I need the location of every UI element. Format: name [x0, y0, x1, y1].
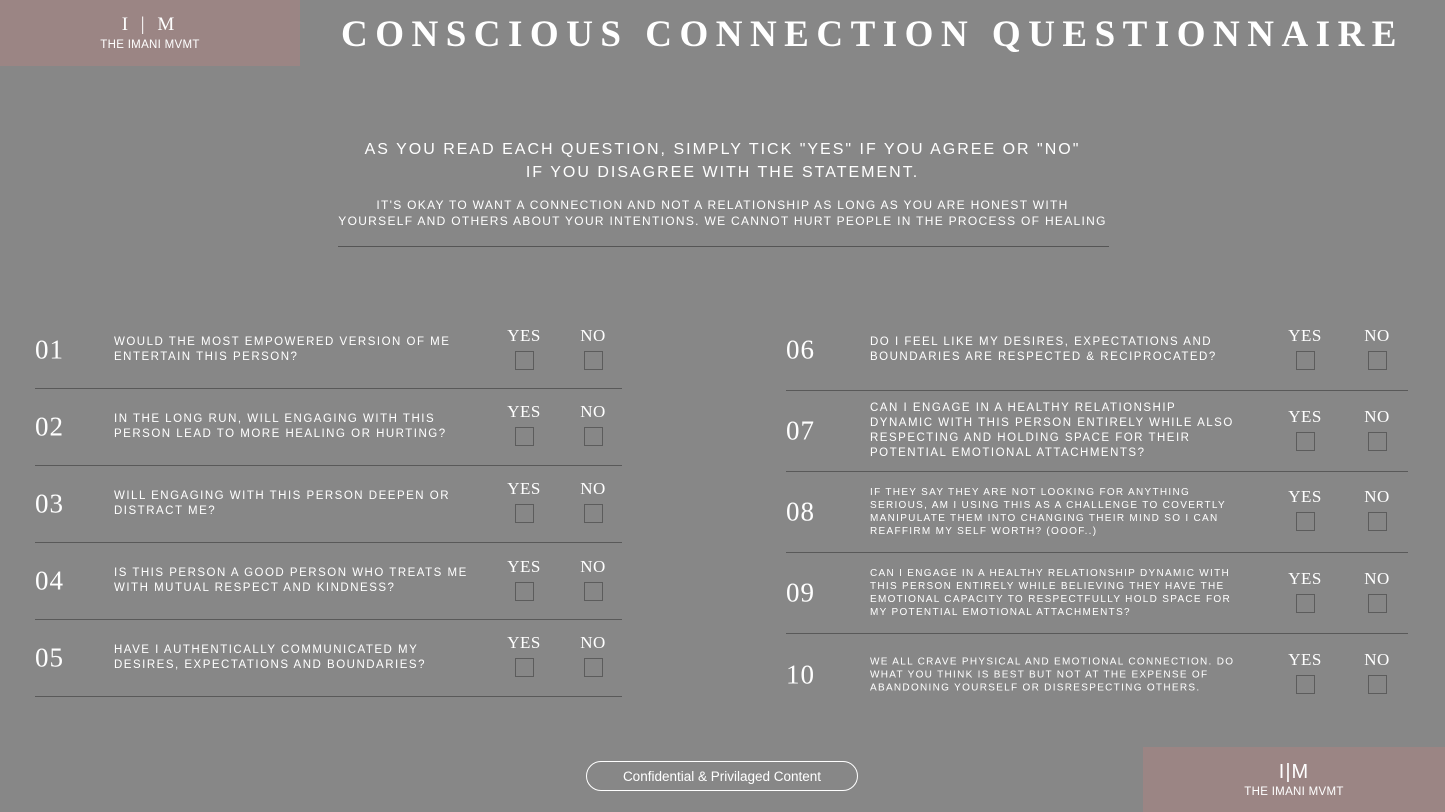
question-text: WE ALL CRAVE PHYSICAL AND EMOTIONAL CONNECTION. DO WHAT YOU THINK IS BEST BUT NOT AT THE EXPENSE OF ABANDONING YOURSELF OR DISRESPECTING OTHERS.: [870, 656, 1235, 693]
no-label: NO: [1364, 569, 1390, 588]
question-number: 04: [35, 565, 64, 596]
yes-option: [1282, 569, 1328, 613]
no-option: [570, 402, 616, 446]
yes-label: YES: [1288, 326, 1322, 345]
yes-label: YES: [507, 557, 541, 576]
question-text: HAVE I AUTHENTICALLY COMMUNICATED MY DESIRES, EXPECTATIONS AND BOUNDARIES?: [114, 644, 426, 671]
question-row-03: [35, 466, 622, 543]
intro-note: [0, 197, 1445, 229]
no-checkbox[interactable]: [584, 582, 603, 601]
yes-option: [1282, 650, 1328, 694]
brand-monogram: I|M: [1278, 760, 1310, 783]
yes-option: [501, 557, 547, 601]
no-option: [1354, 650, 1400, 694]
question-row-01: [35, 312, 622, 389]
no-option: [1354, 487, 1400, 531]
question-number: 08: [786, 496, 815, 527]
no-checkbox[interactable]: [1368, 512, 1387, 531]
yes-option: [501, 402, 547, 446]
brand-name: THE IMANI MVMT: [100, 39, 200, 51]
yes-option: [1282, 326, 1328, 370]
no-option: [1354, 326, 1400, 370]
yes-label: YES: [507, 402, 541, 421]
question-text: IS THIS PERSON A GOOD PERSON WHO TREATS ME WITH MUTUAL RESPECT AND KINDNESS?: [114, 567, 468, 594]
yes-option: [501, 479, 547, 523]
question-number: 09: [786, 577, 815, 608]
yes-option: [501, 633, 547, 677]
no-label: NO: [580, 633, 606, 652]
question-row-02: [35, 389, 622, 466]
question-number: 10: [786, 659, 815, 689]
question-text: CAN I ENGAGE IN A HEALTHY RELATIONSHIP DYNAMIC WITH THIS PERSON ENTIRELY WHILE ALSO RESPECTING AND HOLDING SPACE FOR THEIR POTENTIAL EMOTIONAL ATTACHMENTS?: [870, 402, 1234, 459]
no-option: [570, 633, 616, 677]
question-row-07: [786, 391, 1408, 472]
instructions-line-1: AS YOU READ EACH QUESTION, SIMPLY TICK "YES" IF YOU AGREE OR "NO": [364, 141, 1081, 158]
brand-name: THE IMANI MVMT: [1244, 785, 1344, 798]
no-checkbox[interactable]: [584, 504, 603, 523]
no-label: NO: [1364, 407, 1390, 426]
divider: [338, 246, 1109, 247]
yes-label: YES: [507, 479, 541, 498]
question-text: IF THEY SAY THEY ARE NOT LOOKING FOR ANYTHING SERIOUS, AM I USING THIS AS A CHALLENGE TO COVERTLY MANIPULATE THEM INTO CHANGING THEIR MIND SO I CAN REAFFIRM MY SELF WORTH? (OOOF..): [870, 487, 1226, 537]
brand-monogram: I | M: [121, 14, 179, 35]
question-row-04: [35, 543, 622, 620]
question-row-09: [786, 553, 1408, 634]
no-label: NO: [1364, 487, 1390, 506]
confidential-badge: Confidential & Privilaged Content: [586, 761, 858, 791]
no-checkbox[interactable]: [584, 427, 603, 446]
no-checkbox[interactable]: [1368, 675, 1387, 694]
no-checkbox[interactable]: [1368, 432, 1387, 451]
page-title: CONSCIOUS CONNECTION QUESTIONNAIRE: [341, 14, 1404, 55]
yes-checkbox[interactable]: [1296, 594, 1315, 613]
yes-label: YES: [1288, 487, 1322, 506]
yes-checkbox[interactable]: [515, 351, 534, 370]
yes-checkbox[interactable]: [515, 582, 534, 601]
no-option: [570, 326, 616, 370]
question-row-05: [35, 620, 622, 697]
no-option: [570, 479, 616, 523]
yes-checkbox[interactable]: [515, 427, 534, 446]
question-text: IN THE LONG RUN, WILL ENGAGING WITH THIS PERSON LEAD TO MORE HEALING OR HURTING?: [114, 413, 447, 440]
questions-left-column: [35, 312, 622, 697]
question-number: 07: [786, 415, 815, 446]
no-checkbox[interactable]: [584, 658, 603, 677]
yes-checkbox[interactable]: [1296, 512, 1315, 531]
no-label: NO: [1364, 326, 1390, 345]
yes-option: [1282, 487, 1328, 531]
yes-checkbox[interactable]: [1296, 351, 1315, 370]
question-number: 06: [786, 334, 815, 365]
yes-label: YES: [1288, 407, 1322, 426]
question-row-10: [786, 634, 1408, 715]
brand-block-top: [0, 0, 300, 66]
question-row-06: [786, 310, 1408, 391]
yes-label: YES: [1288, 650, 1322, 669]
no-checkbox[interactable]: [584, 351, 603, 370]
intro-note-line-2: YOURSELF AND OTHERS ABOUT YOUR INTENTIONS. WE CANNOT HURT PEOPLE IN THE PROCESS OF HEALING: [338, 214, 1107, 228]
yes-label: YES: [507, 633, 541, 652]
instructions: [0, 138, 1445, 184]
yes-checkbox[interactable]: [1296, 432, 1315, 451]
no-checkbox[interactable]: [1368, 351, 1387, 370]
question-number: 01: [35, 334, 64, 365]
yes-option: [1282, 407, 1328, 451]
question-text: WOULD THE MOST EMPOWERED VERSION OF ME ENTERTAIN THIS PERSON?: [114, 336, 451, 363]
question-row-08: [786, 472, 1408, 553]
question-text: WILL ENGAGING WITH THIS PERSON DEEPEN OR DISTRACT ME?: [114, 490, 451, 517]
brand-block-bottom: [1143, 747, 1445, 812]
yes-label: YES: [507, 326, 541, 345]
no-label: NO: [580, 557, 606, 576]
yes-checkbox[interactable]: [515, 504, 534, 523]
no-label: NO: [580, 402, 606, 421]
no-label: NO: [1364, 650, 1390, 669]
yes-checkbox[interactable]: [1296, 675, 1315, 694]
question-number: 05: [35, 642, 64, 673]
question-text: DO I FEEL LIKE MY DESIRES, EXPECTATIONS AND BOUNDARIES ARE RESPECTED & RECIPROCATED?: [870, 336, 1217, 363]
no-option: [1354, 407, 1400, 451]
question-number: 02: [35, 411, 64, 442]
instructions-line-2: IF YOU DISAGREE WITH THE STATEMENT.: [525, 164, 920, 181]
yes-checkbox[interactable]: [515, 658, 534, 677]
no-option: [570, 557, 616, 601]
yes-option: [501, 326, 547, 370]
yes-label: YES: [1288, 569, 1322, 588]
question-number: 03: [35, 488, 64, 519]
question-text: CAN I ENGAGE IN A HEALTHY RELATIONSHIP DYNAMIC WITH THIS PERSON ENTIRELY WHILE BELIEVING THEY HAVE THE EMOTIONAL CAPACITY TO RESPECTFULLY HOLD SPACE FOR MY POTENTIAL EMOTIONAL ATTACHMENTS?: [870, 568, 1231, 618]
no-option: [1354, 569, 1400, 613]
intro-note-line-1: IT'S OKAY TO WANT A CONNECTION AND NOT A RELATIONSHIP AS LONG AS YOU ARE HONEST WITH: [376, 198, 1069, 212]
questions-right-column: [786, 310, 1408, 715]
no-label: NO: [580, 479, 606, 498]
no-checkbox[interactable]: [1368, 594, 1387, 613]
no-label: NO: [580, 326, 606, 345]
